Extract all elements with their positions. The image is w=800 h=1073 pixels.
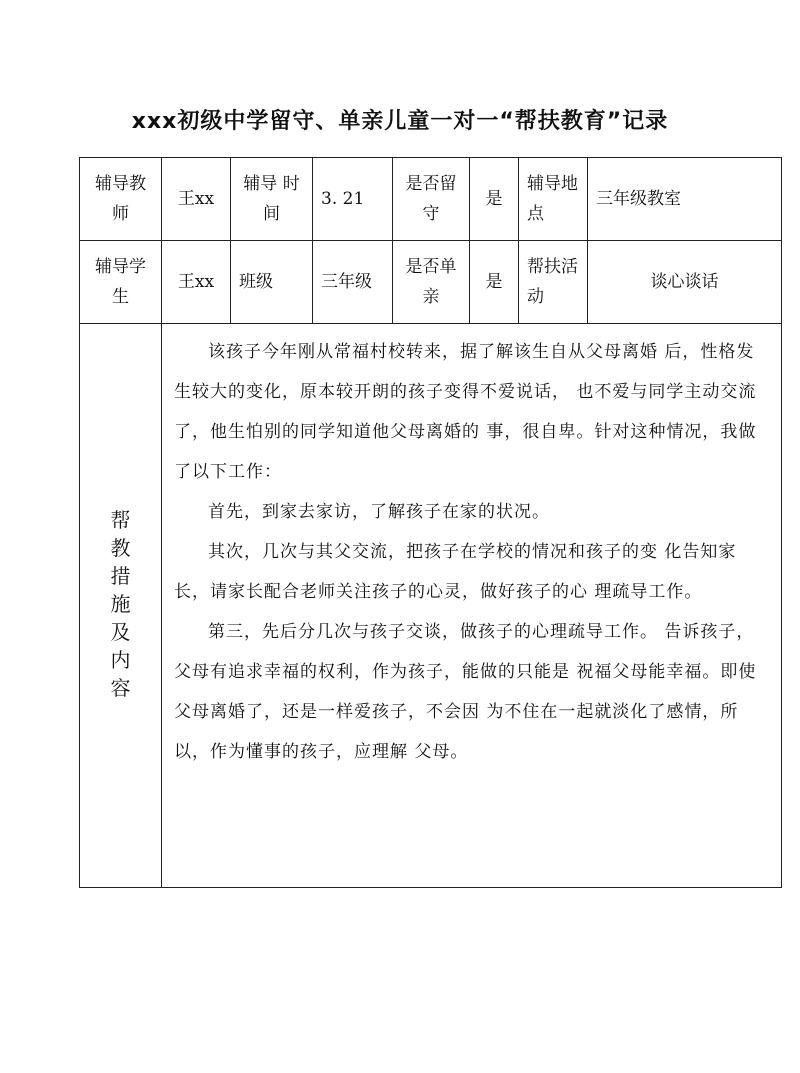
single-value: 是 (470, 241, 519, 324)
place-value: 三年级教室 (588, 158, 782, 241)
place-label: 辅导地点 (519, 158, 588, 241)
measures-content (162, 324, 782, 888)
measures-paragraph: 第三，先后分几次与孩子交谈，做孩子的心理疏导工作。 告诉孩子，父母有追求幸福的权利，作为孩子，能做的只能是 祝福父母能幸福。即使父母离婚了，还是一样爱孩子，不会因 为不住在一起就淡化了感情，所以，作为懂事的孩子，应理解 父母。 (174, 622, 757, 762)
activity-value: 谈心谈话 (588, 241, 782, 324)
class-label: 班级 (231, 241, 313, 324)
single-label: 是否单亲 (393, 241, 470, 324)
measures-paragraph: 该孩子今年刚从常福村校转来，据了解该生自从父母离婚 后，性格发生较大的变化，原本较开朗的孩子变得不爱说话， 也不爱与同学主动交流了，他生怕别的同学知道他父母离婚的 事，很自卑。针对这种情况，我做了以下工作： (174, 342, 757, 482)
teacher-value: 王xx (162, 158, 231, 241)
measures-label: 帮教措施及内容 (110, 508, 131, 700)
record-table (79, 157, 782, 888)
measures-paragraph: 其次，几次与其父交流，把孩子在学校的情况和孩子的变 化告知家长，请家长配合老师关注孩子的心灵，做好孩子的心 理疏导工作。 (174, 542, 737, 602)
activity-label: 帮扶活动 (519, 241, 588, 324)
table-row (80, 241, 782, 324)
time-value: 3. 21 (313, 158, 393, 241)
time-label: 辅导 时间 (231, 158, 313, 241)
page-title: xxx初级中学留守、单亲儿童一对一“帮扶教育”记录 (131, 109, 669, 134)
table-row (80, 158, 782, 241)
student-label: 辅导学生 (80, 241, 162, 324)
class-value: 三年级 (313, 241, 393, 324)
leftbehind-value: 是 (470, 158, 519, 241)
teacher-label: 辅导教师 (80, 158, 162, 241)
measures-label-cell (80, 324, 162, 888)
leftbehind-label: 是否留守 (393, 158, 470, 241)
measures-paragraph: 首先，到家去家访，了解孩子在家的状况。 (208, 502, 550, 522)
table-row (80, 324, 782, 888)
student-value: 王xx (162, 241, 231, 324)
